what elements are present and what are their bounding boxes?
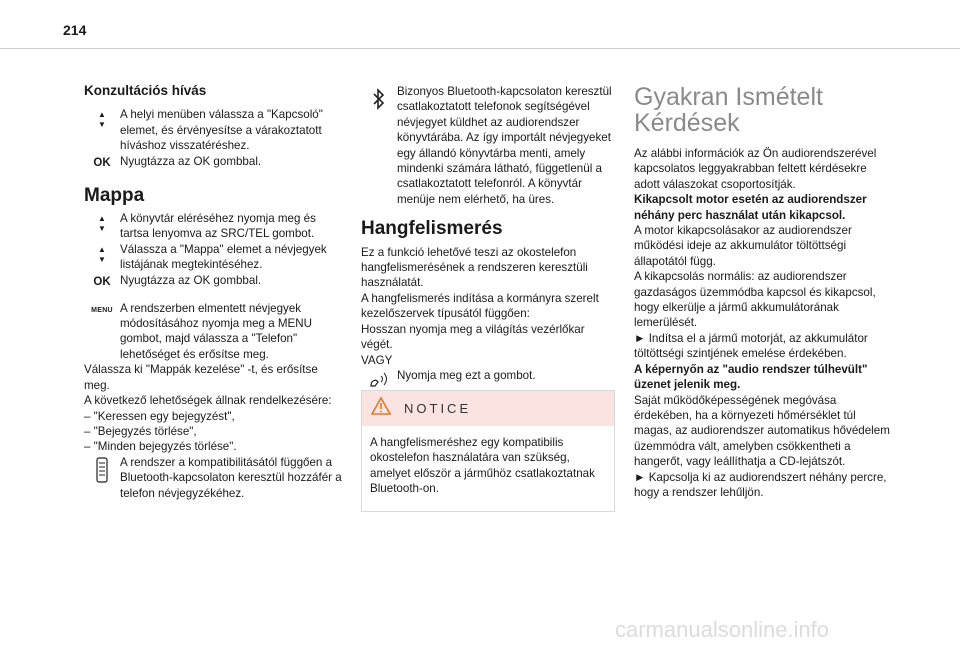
up-down-arrows-icon: ▲ ▼ xyxy=(98,244,106,264)
mappa-step-7 xyxy=(84,455,342,501)
mappa-text-3: Nyugtázza az OK gombbal. xyxy=(120,273,262,287)
up-down-arrows-icon: ▲ ▼ xyxy=(98,110,106,130)
konz-heading: Konzultációs hívás xyxy=(84,83,207,98)
phone-book-icon xyxy=(84,455,120,485)
faq-intro: Az alábbi információk az Ön audiorendszerével kapcsolatos leggyakrabban feltett kérdésekre adott válaszokat csoportosítják. xyxy=(634,147,877,191)
notice-title: NOTICE xyxy=(404,401,472,416)
mappa-step-1 xyxy=(84,211,342,242)
faq-question-1: Kikapcsolt motor esetén az audiorendszer néhány perc használat után kikapcsol. xyxy=(634,193,867,222)
bluetooth-icon xyxy=(361,84,397,110)
bluetooth-text: Bizonyos Bluetooth-kapcsolaton keresztül csatlakoztatott telefonok segítségével névjegyet küldhet az audiorendszer könyvtárába. Az így importált névjegyeket egy állandó könyvtárba menti, amely mindenki számára látható, függetlenül a csatlakoztatott telefonról. A könyvtár menüje nem elérhető, ha üres. xyxy=(397,85,612,206)
faq-heading: Gyakran Ismételt Kérdések xyxy=(634,83,823,137)
notice-header xyxy=(362,391,614,426)
konz-step-1 xyxy=(84,107,342,153)
top-divider xyxy=(0,48,960,49)
notice-box xyxy=(361,390,615,512)
bluetooth-paragraph xyxy=(361,84,617,207)
mappa-text-4: A rendszerben elmentett névjegyek módosításához nyomja meg a MENU gombot, majd válassza a "Telefon" lehetőséget és erősítse meg. xyxy=(120,301,313,361)
faq-answer-2: Saját működőképességének megóvása érdekében, ha a környezeti hőmérséklet túl magas, az audiorendszer automatikus hővédelem üzemmódra vált, amelyben csökkentheti a hangerőt, vagy leállíthatja a CD-lejátszót. xyxy=(634,393,890,469)
hang-text-3: Hosszan nyomja meg a világítás vezérlőkar végét. xyxy=(361,322,585,352)
hang-text-1: Ez a funkció lehetővé teszi az okostelefon hangfelismerésének a rendszeren keresztüli használatát. xyxy=(361,245,588,290)
list-item: – "Keressen egy bejegyzést", xyxy=(84,409,235,423)
hang-text-2: A hangfelismerés indítása a kormányra szerelt kezelőszervek típusától függően: xyxy=(361,291,599,321)
mappa-step-4 xyxy=(84,301,342,363)
ok-button-icon: OK xyxy=(93,275,111,288)
page-number: 214 xyxy=(63,22,87,38)
hang-heading: Hangfelismerés xyxy=(361,218,503,240)
faq-question-2: A képernyőn az "audio rendszer túlhevült" üzenet jelenik meg. xyxy=(634,362,868,392)
warning-icon xyxy=(370,396,392,421)
mappa-text-5: Válassza ki "Mappák kezelése" -t, és erősítse meg. xyxy=(84,363,318,392)
mappa-text-6: A következő lehetőségek állnak rendelkezésére: xyxy=(84,394,332,408)
list-item: – "Minden bejegyzés törlése". xyxy=(84,440,237,454)
mappa-text-2: Válassza a "Mappa" elemet a névjegyek listájának megtekintéséhez. xyxy=(120,242,327,272)
konz-text-2: Nyugtázza az OK gombbal. xyxy=(120,154,262,168)
faq-answer-1b: A kikapcsolás normális: az audiorendszer gazdaságos üzemmódba kapcsol és kikapcsol, hogy elkerülje a jármű akkumulátorának lemerülését. xyxy=(634,270,876,330)
faq-answer-2b: ► Kapcsolja ki az audiorendszert néhány percre, hogy a rendszer lehűljön. xyxy=(634,470,887,499)
column-2 xyxy=(361,84,617,390)
mappa-text-7: A rendszer a kompatibilitásától függően a Bluetooth-kapcsolaton keresztül hozzáfér a telefon névjegyzékéhez. xyxy=(120,455,342,500)
menu-button-icon: MENU xyxy=(91,306,113,314)
hang-text-5: Nyomja meg ezt a gombot. xyxy=(397,368,536,382)
hang-text-4: VAGY xyxy=(361,353,393,367)
ok-button-icon: OK xyxy=(93,156,111,169)
watermark: carmanualsonline.info xyxy=(615,617,830,642)
list-item: – "Bejegyzés törlése", xyxy=(84,424,197,438)
up-down-arrows-icon: ▲ ▼ xyxy=(98,214,106,234)
column-3 xyxy=(634,84,892,500)
notice-body: A hangfelismeréshez egy kompatibilis okostelefon használatára van szükség, amelyet először a járműhöz csatlakoztatnak Bluetooth-on. xyxy=(370,436,595,496)
mappa-heading: Mappa xyxy=(84,184,145,206)
mappa-step-2 xyxy=(84,242,342,273)
faq-answer-1: A motor kikapcsolásakor az audiorendszer működési ideje az akkumulátor töltöttségi állapotától függ. xyxy=(634,224,852,268)
mappa-text-1: A könyvtár eléréséhez nyomja meg és tartsa lenyomva az SRC/TEL gombot. xyxy=(120,212,316,241)
hang-step-5 xyxy=(361,368,617,390)
konz-text-1: A helyi menüben válassza a "Kapcsoló" elemet, és érvényesítse a várakoztatott híváshoz visszatéréshez. xyxy=(120,108,323,153)
mappa-step-3 xyxy=(84,273,342,289)
konz-step-2 xyxy=(84,154,342,170)
faq-answer-1c: ► Indítsa el a jármű motorját, az akkumulátor töltöttségi szintjének emelése érdekében. xyxy=(634,331,868,361)
voice-command-icon xyxy=(361,368,397,390)
column-1 xyxy=(84,83,342,501)
